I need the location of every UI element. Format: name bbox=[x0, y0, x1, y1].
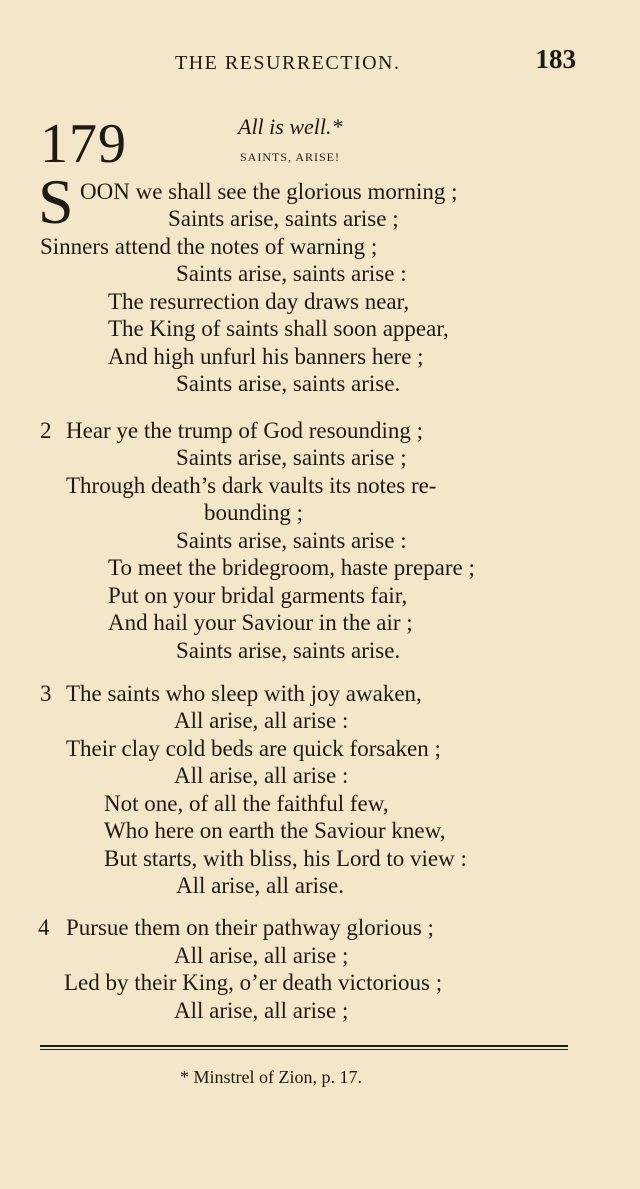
verse-line: Put on your bridal garments fair, bbox=[108, 583, 408, 608]
verse-line: bounding ; bbox=[204, 500, 304, 525]
verse-line: Not one, of all the faithful few, bbox=[104, 791, 389, 816]
verse-line: The saints who sleep with joy awaken, bbox=[66, 681, 422, 706]
footnote-rule-thin bbox=[40, 1049, 568, 1050]
tune-name: All is well.* bbox=[238, 114, 343, 139]
verse-line: Through death’s dark vaults its notes re- bbox=[66, 473, 437, 498]
verse-line: All arise, all arise ; bbox=[174, 998, 349, 1023]
drop-cap: S bbox=[38, 166, 74, 237]
verse-line: OON we shall see the glorious morning ; bbox=[80, 179, 458, 204]
verse-line: Led by their King, o’er death victorious ; bbox=[64, 970, 443, 995]
verse-line: Saints arise, saints arise ; bbox=[176, 445, 407, 470]
verse-line: But starts, with bliss, his Lord to view : bbox=[104, 846, 467, 871]
verse-line: And high unfurl his banners here ; bbox=[108, 344, 424, 369]
verse-line: All arise, all arise : bbox=[174, 708, 349, 733]
page-number: 183 bbox=[535, 44, 576, 74]
verse-line: All arise, all arise ; bbox=[174, 943, 349, 968]
stanza-number: 2 bbox=[40, 418, 52, 443]
stanza-number: 3 bbox=[40, 681, 52, 706]
verse-line: And hail your Saviour in the air ; bbox=[108, 610, 413, 635]
footnote-rule bbox=[40, 1045, 568, 1047]
verse-line: Saints arise, saints arise : bbox=[176, 261, 407, 286]
running-title: THE RESURRECTION. bbox=[175, 52, 401, 74]
verse-line: Their clay cold beds are quick forsaken ; bbox=[66, 736, 441, 761]
verse-line: All arise, all arise. bbox=[176, 873, 344, 898]
verse-line: To meet the bridegroom, haste prepare ; bbox=[108, 555, 475, 580]
verse-line: Saints arise, saints arise ; bbox=[168, 206, 399, 231]
verse-line: Saints arise, saints arise. bbox=[176, 371, 401, 396]
verse-line: The King of saints shall soon appear, bbox=[108, 316, 449, 341]
footnote: * Minstrel of Zion, p. 17. bbox=[180, 1067, 362, 1087]
verse-line: All arise, all arise : bbox=[174, 763, 349, 788]
verse-line: Hear ye the trump of God resounding ; bbox=[66, 418, 424, 443]
hymn-number: 179 bbox=[40, 113, 127, 175]
hymn-subtitle: SAINTS, ARISE! bbox=[240, 150, 341, 164]
verse-line: Who here on earth the Saviour knew, bbox=[104, 818, 446, 843]
verse-line: Saints arise, saints arise : bbox=[176, 528, 407, 553]
verse-line: Sinners attend the notes of warning ; bbox=[40, 234, 378, 259]
verse-line: Saints arise, saints arise. bbox=[176, 638, 401, 663]
stanza-number: 4 bbox=[38, 915, 50, 940]
verse-line: The resurrection day draws near, bbox=[108, 289, 410, 314]
verse-line: Pursue them on their pathway glorious ; bbox=[66, 915, 434, 940]
